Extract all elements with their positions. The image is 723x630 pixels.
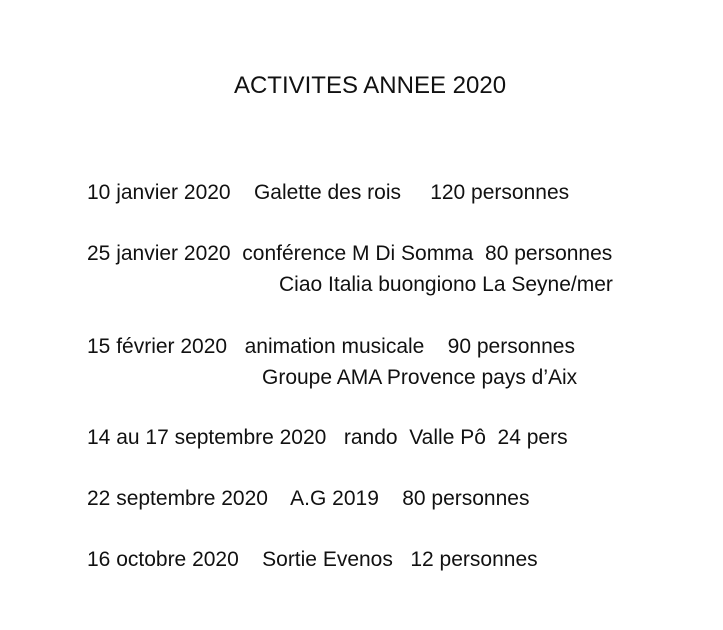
- activity-line-ag: 22 septembre 2020 A.G 2019 80 personnes: [87, 487, 530, 510]
- activity-line-conference: 25 janvier 2020 conférence M Di Somma 80 personnes: [87, 242, 613, 265]
- activity-continuation-conference: Ciao Italia buongiono La Seyne/mer: [279, 273, 613, 296]
- activity-line-sortie: 16 octobre 2020 Sortie Evenos 12 personnes: [87, 548, 538, 571]
- document-title: ACTIVITES ANNEE 2020: [233, 72, 507, 99]
- activity-continuation-animation: Groupe AMA Provence pays d’Aix: [262, 366, 578, 389]
- activity-line-animation: 15 février 2020 animation musicale 90 personnes: [87, 335, 575, 358]
- activity-line-galette: 10 janvier 2020 Galette des rois 120 personnes: [87, 181, 570, 204]
- activity-line-rando: 14 au 17 septembre 2020 rando Valle Pô 24 pers: [87, 426, 568, 449]
